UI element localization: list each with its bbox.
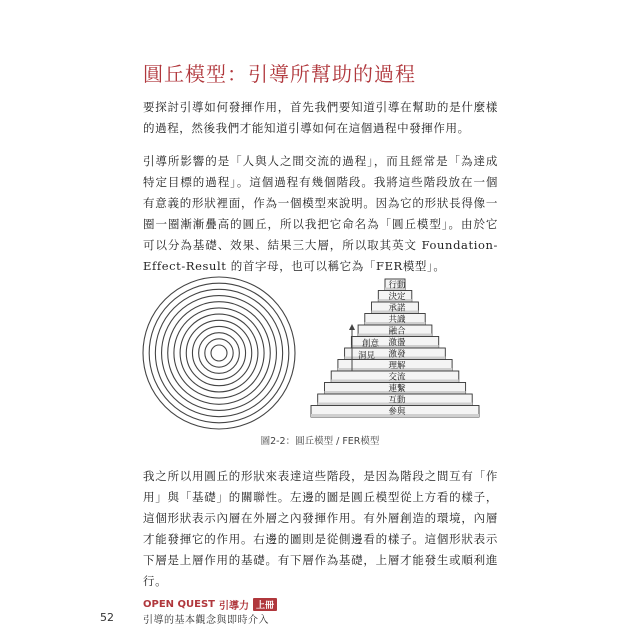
arrow-head-icon: [349, 324, 355, 330]
pyramid-step: [378, 291, 412, 303]
ring: [205, 339, 233, 367]
step-label: 參與: [388, 407, 406, 418]
step-label: 融合: [388, 326, 406, 337]
ring: [192, 326, 245, 379]
ring: [162, 296, 277, 411]
pyramid-step: [318, 394, 473, 406]
pyramid-step: [358, 325, 432, 337]
pyramid-step: [331, 371, 459, 383]
pyramid-step: [325, 383, 466, 395]
ring: [143, 277, 295, 429]
book-brand: [143, 597, 277, 612]
concentric-circles-figure: [141, 275, 297, 431]
step-label: 激盪: [388, 338, 406, 349]
pyramid-step: [365, 314, 425, 326]
brand-latin: OPEN QUEST: [143, 599, 215, 610]
brand-chinese: 引導力: [219, 601, 249, 612]
ring: [174, 308, 264, 398]
pyramid-step: [311, 406, 479, 418]
step-label: 交流: [388, 372, 406, 383]
ring: [180, 314, 258, 392]
section-title: 圓丘模型：引導所幫助的過程: [143, 62, 416, 86]
step-label: 激發: [388, 349, 406, 360]
step-label: 理解: [388, 361, 406, 372]
step-label: 連繫: [388, 384, 406, 395]
page-number: 52: [100, 611, 114, 624]
step-label: 決定: [388, 292, 406, 303]
pyramid-step: [372, 302, 419, 314]
paragraph-intro: 要探討引導如何發揮作用，首先我們要知道引導在幫助的是什麼樣的過程，然後我們才能知道引導如何在這個過程中發揮作用。: [143, 100, 498, 135]
ring: [186, 320, 251, 385]
paragraph-model-description: 引導所影響的是「人與人之間交流的過程」，而且經常是「為達成特定目標的過程」。這個過程有幾個階段。我將這些階段放在一個有意義的形狀裡面，作為一個模型來說明。因為它的形狀長得像一圈一圈漸漸疊高的圓丘，所以我把它命名為「圓丘模型」。由於它可以分為基礎、效果、結果三大層，所以取其英文 Foundation-Effect-Result 的首字母，也可以稱它為「FER模型」。: [143, 154, 498, 273]
side-label-insight: 洞見: [358, 351, 376, 361]
ring: [211, 345, 227, 361]
step-label: 承諾: [388, 303, 406, 314]
paragraph-explanation: 我之所以用圓丘的形狀來表達這些階段，是因為階段之間互有「作用」與「基礎」的關聯性。左邊的圖是圓丘模型從上方看的樣子，這個形狀表示內層在外層之內發揮作用。有外層創造的環境，內層才能發揮它的作用。右邊的圖則是從側邊看的樣子。這個形狀表示下層是上層作用的基礎。有下層作為基礎，上層才能發生或順利進行。: [143, 469, 498, 588]
step-label: 共識: [388, 315, 406, 326]
pyramid-step: [338, 360, 452, 372]
step-label: 行動: [388, 280, 406, 291]
pyramid-step: [385, 279, 406, 291]
book-subtitle: 引導的基本觀念與即時介入: [143, 615, 269, 626]
step-label: 互動: [388, 395, 406, 406]
ring: [168, 302, 271, 405]
side-label-creativity: 創意: [362, 339, 380, 349]
volume-badge: 上冊: [253, 598, 277, 611]
figure-caption: 圖2-2：圓丘模型 / FER模型: [260, 436, 380, 447]
ring: [149, 283, 289, 423]
stepped-pyramid-figure: [300, 276, 480, 426]
